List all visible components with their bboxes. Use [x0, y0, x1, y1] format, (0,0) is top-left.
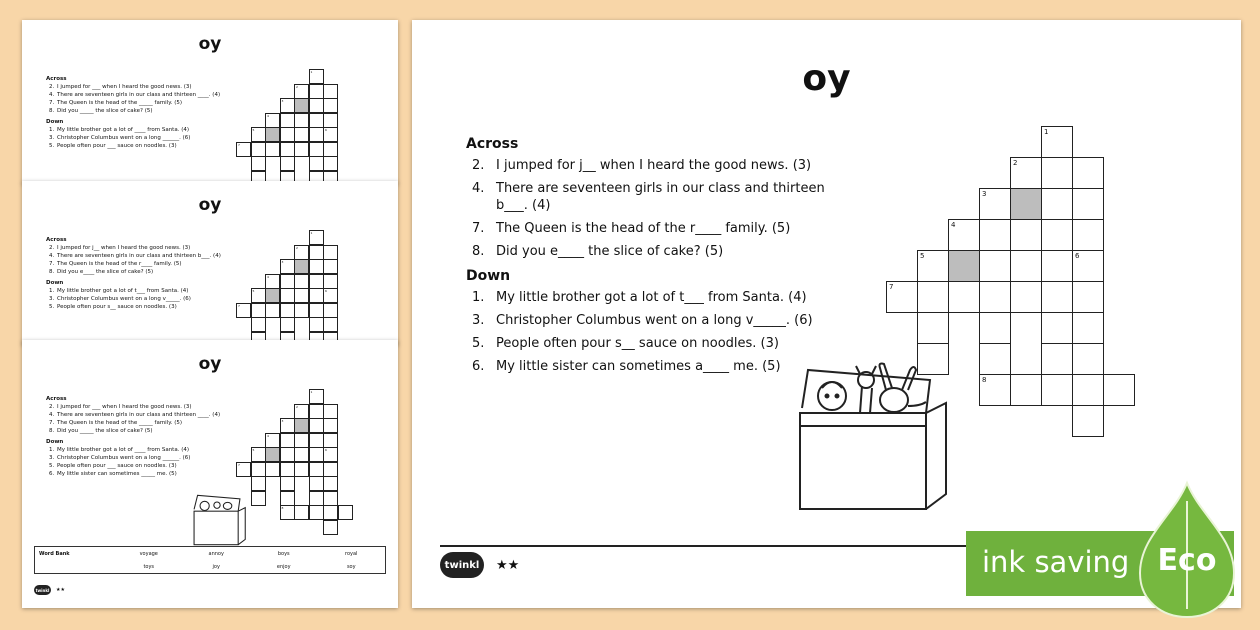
crossword-cell: [1010, 281, 1042, 313]
cell-number: 1: [1044, 128, 1049, 136]
worksheet-title: oy: [198, 195, 222, 215]
cell-number: 1: [310, 231, 313, 235]
crossword-cell: [294, 259, 309, 274]
clue: 2. I jumped for j__ when I heard the good news. (3): [49, 245, 191, 251]
crossword-cell: [265, 142, 280, 157]
crossword-cell: [323, 447, 338, 462]
crossword-cell: [265, 288, 280, 303]
cell-number: 8: [281, 506, 284, 510]
crossword-cell: [280, 113, 295, 128]
clue: 1. My little brother got a lot of t___ from Santa. (4): [49, 288, 189, 294]
crossword-cell: [280, 274, 295, 289]
crossword-cell: [280, 447, 295, 462]
crossword-cell: [979, 343, 1011, 375]
toy-box-illustration: [187, 490, 247, 550]
crossword-cell: [280, 462, 295, 477]
down-heading: Down: [46, 439, 64, 445]
ink-saving-label: ink saving: [982, 545, 1130, 579]
clue: 1. My little brother got a lot of t___ from Santa. (4): [472, 290, 807, 305]
crossword-cell: [280, 142, 295, 157]
crossword-cell: [309, 245, 324, 260]
crossword-cell: [309, 418, 324, 433]
down-heading: Down: [46, 280, 64, 286]
crossword-cell: [323, 404, 338, 419]
crossword-cell: [1041, 374, 1073, 406]
cell-number: 8: [982, 376, 987, 384]
cell-number: 7: [238, 303, 240, 308]
clue: 2. I jumped for j__ when I heard the good news. (3): [472, 158, 812, 173]
crossword-cell: [236, 303, 251, 318]
clues: [466, 128, 826, 381]
crossword-cell: [294, 98, 309, 113]
crossword-cell: [323, 142, 338, 157]
crossword-cell: [1010, 157, 1042, 189]
crossword-cell: [294, 84, 309, 99]
crossword-cell: [323, 505, 338, 520]
crossword-cell: [1041, 250, 1073, 282]
crossword-cell: [323, 520, 338, 535]
cell-number: 7: [889, 283, 894, 291]
crossword-cell: [309, 113, 324, 128]
crossword-cell: [280, 491, 295, 506]
crossword-cell: [294, 462, 309, 477]
crossword-cell: [265, 113, 280, 128]
cell-number: 4: [267, 274, 269, 279]
crossword-cell: [323, 84, 338, 99]
crossword-cell: [236, 462, 251, 477]
crossword-cell: [1010, 188, 1042, 220]
stars-rating: ★★: [496, 557, 520, 573]
cell-number: 5: [252, 128, 255, 132]
crossword-cell: [294, 303, 309, 318]
stars-rating: ★★: [56, 587, 65, 593]
toy-box-illustration: [780, 358, 950, 518]
crossword-cell: [979, 219, 1011, 251]
crossword-cell: [280, 505, 295, 520]
crossword-cell: [294, 433, 309, 448]
word-bank-word: joy: [212, 563, 220, 570]
crossword-cell: [309, 476, 324, 491]
crossword-cell: [309, 491, 324, 506]
crossword-cell: [294, 142, 309, 157]
cell-number: 2: [296, 84, 298, 89]
word-bank-word: annoy: [208, 550, 224, 557]
across-heading: Across: [46, 237, 67, 243]
word-bank-word: toys: [143, 563, 155, 570]
down-heading: Down: [466, 268, 511, 284]
crossword-cell: [251, 303, 266, 318]
clue: 4. There are seventeen girls in our class and thirteen b___. (4): [49, 253, 221, 259]
clue: 7. The Queen is the head of the r____ family. (5): [49, 261, 182, 267]
crossword-cell: [1072, 250, 1104, 282]
twinkl-logo: twinkl: [34, 585, 51, 595]
worksheet-preview-3[interactable]: [22, 340, 398, 608]
crossword-cell: [309, 462, 324, 477]
clue: 7. The Queen is the head of the _____ family. (5): [49, 100, 182, 106]
crossword-cell: [280, 317, 295, 332]
cell-number: 1: [310, 390, 313, 394]
crossword-cell: [280, 476, 295, 491]
crossword-cell: [251, 491, 266, 506]
cell-number: 1: [310, 70, 313, 74]
clues: [46, 72, 236, 150]
crossword-cell: [323, 462, 338, 477]
crossword-cell: [309, 98, 324, 113]
crossword-cell: [1072, 157, 1104, 189]
crossword-cell: [323, 245, 338, 260]
across-heading: Across: [46, 396, 67, 402]
worksheet-title: oy: [198, 34, 222, 54]
crossword-cell: [309, 303, 324, 318]
cell-number: 5: [252, 448, 255, 452]
clue: 5. People often pour ___ sauce on noodles. (3): [49, 143, 177, 149]
cell-number: 3: [281, 260, 284, 264]
crossword-cell: [280, 418, 295, 433]
cell-number: 4: [267, 113, 269, 118]
crossword-cell: [323, 288, 338, 303]
worksheet-title: oy: [802, 58, 851, 99]
clue: 4. There are seventeen girls in our class and thirteen ____. (4): [49, 412, 221, 418]
clue: 5. People often pour s__ sauce on noodles. (3): [49, 304, 177, 310]
crossword-cell: [1072, 405, 1104, 437]
cell-number: 6: [325, 128, 327, 132]
twinkl-logo: twinkl: [440, 552, 484, 578]
cell-number: 2: [1013, 159, 1018, 167]
crossword-cell: [1010, 250, 1042, 282]
crossword-cell: [294, 404, 309, 419]
clue: 1. My little brother got a lot of ____ from Santa. (4): [49, 447, 189, 453]
crossword-cell: [265, 274, 280, 289]
clue: 8. Did you _____ the slice of cake? (5): [49, 428, 153, 434]
clue: 2. I jumped for ___ when I heard the good news. (3): [49, 84, 192, 90]
word-bank-word: soy: [346, 563, 356, 570]
crossword-cell: [294, 113, 309, 128]
crossword-cell: [917, 312, 949, 344]
clue: 8. Did you e____ the slice of cake? (5): [472, 244, 724, 259]
crossword-cell: [323, 127, 338, 142]
crossword-cell: [280, 303, 295, 318]
crossword-cell: [251, 156, 266, 171]
crossword-cell: [280, 288, 295, 303]
crossword-cell: [979, 281, 1011, 313]
cell-number: 6: [325, 448, 327, 452]
crossword-cell: [251, 127, 266, 142]
worksheet-main: [412, 20, 1241, 608]
crossword-grid: [236, 389, 366, 510]
worksheet-preview-2[interactable]: [22, 181, 398, 345]
crossword-cell: [309, 433, 324, 448]
crossword-cell: [309, 288, 324, 303]
cell-number: 4: [951, 221, 956, 229]
clue: 3. Christopher Columbus went on a long v_____. (6): [49, 296, 191, 302]
clue: 7. The Queen is the head of the r____ family. (5): [472, 221, 791, 236]
crossword-cell: [280, 98, 295, 113]
word-bank: [34, 546, 386, 574]
clue: 6. My little sister can sometimes a____ me. (5): [472, 359, 781, 374]
crossword-cell: [1072, 374, 1104, 406]
crossword-cell: [294, 505, 309, 520]
crossword-cell: [280, 433, 295, 448]
crossword-cell: [1041, 126, 1073, 158]
crossword-cell: [294, 288, 309, 303]
cell-number: 2: [296, 245, 298, 250]
crossword-cell: [309, 84, 324, 99]
crossword-cell: [280, 156, 295, 171]
crossword-cell: [948, 219, 980, 251]
clue: 8. Did you e____ the slice of cake? (5): [49, 269, 154, 275]
crossword-cell: [1041, 343, 1073, 375]
cell-number: 3: [982, 190, 987, 198]
crossword-cell: [1041, 219, 1073, 251]
clue: 4. There are seventeen girls in our class and thirteen ____. (4): [49, 92, 221, 98]
clues: [46, 392, 236, 478]
crossword-cell: [251, 476, 266, 491]
crossword-cell: [280, 127, 295, 142]
cell-number: 5: [920, 252, 925, 260]
crossword-cell: [323, 259, 338, 274]
down-heading: Down: [46, 119, 64, 125]
crossword-cell: [1041, 281, 1073, 313]
clue: 3. Christopher Columbus went on a long ______. (6): [49, 135, 191, 141]
crossword-cell: [338, 505, 353, 520]
crossword-cell: [886, 281, 918, 313]
crossword-cell: [309, 127, 324, 142]
clue: 8. Did you _____ the slice of cake? (5): [49, 108, 153, 114]
crossword-cell: [323, 476, 338, 491]
cell-number: 6: [1075, 252, 1080, 260]
crossword-cell: [323, 274, 338, 289]
crossword-cell: [323, 113, 338, 128]
crossword-cell: [265, 447, 280, 462]
crossword-cell: [979, 250, 1011, 282]
crossword-cell: [309, 505, 324, 520]
crossword-cell: [294, 127, 309, 142]
worksheet-preview-1[interactable]: [22, 20, 398, 184]
word-bank-word: enjoy: [276, 563, 291, 570]
crossword-cell: [323, 98, 338, 113]
across-heading: Across: [46, 76, 67, 82]
clue: 5. People often pour s__ sauce on noodles. (3): [472, 336, 779, 351]
crossword-cell: [1041, 157, 1073, 189]
word-bank-word: boys: [277, 550, 290, 557]
clue: 3. Christopher Columbus went on a long v_____. (6): [472, 313, 813, 328]
crossword-cell: [309, 156, 324, 171]
footer: [440, 552, 519, 578]
cell-number: 6: [325, 289, 327, 293]
crossword-cell: [309, 389, 324, 404]
clue: 4. There are seventeen girls in our class and thirteen b___. (4): [472, 181, 825, 213]
eco-label: Eco: [1157, 543, 1217, 578]
crossword-cell: [309, 274, 324, 289]
crossword-cell: [979, 312, 1011, 344]
crossword-cell: [294, 274, 309, 289]
crossword-cell: [280, 259, 295, 274]
crossword-cell: [948, 250, 980, 282]
crossword-cell: [294, 447, 309, 462]
crossword-cell: [251, 317, 266, 332]
crossword-cell: [294, 418, 309, 433]
crossword-cell: [265, 462, 280, 477]
cell-number: 3: [281, 419, 284, 423]
cell-number: 3: [281, 99, 284, 103]
crossword-cell: [1072, 281, 1104, 313]
cell-number: 4: [267, 433, 269, 438]
crossword-cell: [948, 281, 980, 313]
crossword-cell: [323, 433, 338, 448]
eco-badge: [1138, 481, 1236, 621]
crossword-cell: [265, 433, 280, 448]
crossword-cell: [979, 188, 1011, 220]
crossword-cell: [1041, 312, 1073, 344]
crossword-cell: [251, 462, 266, 477]
crossword-cell: [236, 142, 251, 157]
clues: [46, 233, 236, 311]
crossword-cell: [251, 447, 266, 462]
crossword-cell: [323, 303, 338, 318]
crossword-cell: [309, 69, 324, 84]
word-bank-word: voyage: [139, 550, 158, 557]
crossword-cell: [309, 404, 324, 419]
crossword-cell: [309, 317, 324, 332]
crossword-grid: [236, 69, 366, 177]
crossword-cell: [323, 156, 338, 171]
crossword-cell: [309, 142, 324, 157]
across-heading: Across: [466, 136, 519, 152]
clue: 2. I jumped for ___ when I heard the good news. (3): [49, 404, 192, 410]
crossword-cell: [979, 374, 1011, 406]
crossword-cell: [917, 281, 949, 313]
crossword-cell: [1010, 374, 1042, 406]
crossword-cell: [251, 288, 266, 303]
crossword-cell: [1041, 188, 1073, 220]
mini-footer: [34, 584, 384, 596]
crossword-cell: [1072, 343, 1104, 375]
crossword-cell: [309, 259, 324, 274]
crossword-cell: [323, 418, 338, 433]
crossword-cell: [251, 142, 266, 157]
crossword-cell: [309, 447, 324, 462]
cell-number: 5: [252, 289, 255, 293]
clue: 7. The Queen is the head of the _____ family. (5): [49, 420, 182, 426]
clue: 3. Christopher Columbus went on a long ______. (6): [49, 455, 191, 461]
clue: 1. My little brother got a lot of ____ from Santa. (4): [49, 127, 189, 133]
crossword-cell: [917, 250, 949, 282]
crossword-cell: [1103, 374, 1135, 406]
crossword-cell: [265, 303, 280, 318]
word-bank-word: royal: [345, 550, 358, 557]
word-bank-heading: Word Bank: [39, 550, 70, 557]
cell-number: 7: [238, 462, 240, 467]
crossword-cell: [1072, 219, 1104, 251]
crossword-cell: [309, 230, 324, 245]
crossword-grid: [236, 230, 366, 338]
crossword-cell: [1010, 219, 1042, 251]
crossword-cell: [1072, 312, 1104, 344]
cell-number: 7: [238, 142, 240, 147]
crossword-cell: [323, 317, 338, 332]
clue: 6. My little sister can sometimes _____ me. (5): [49, 471, 177, 477]
crossword-cell: [294, 245, 309, 260]
worksheet-title: oy: [198, 354, 222, 374]
crossword-cell: [265, 127, 280, 142]
crossword-cell: [1072, 188, 1104, 220]
crossword-cell: [323, 491, 338, 506]
clue: 5. People often pour ___ sauce on noodles. (3): [49, 463, 177, 469]
cell-number: 2: [296, 404, 298, 409]
